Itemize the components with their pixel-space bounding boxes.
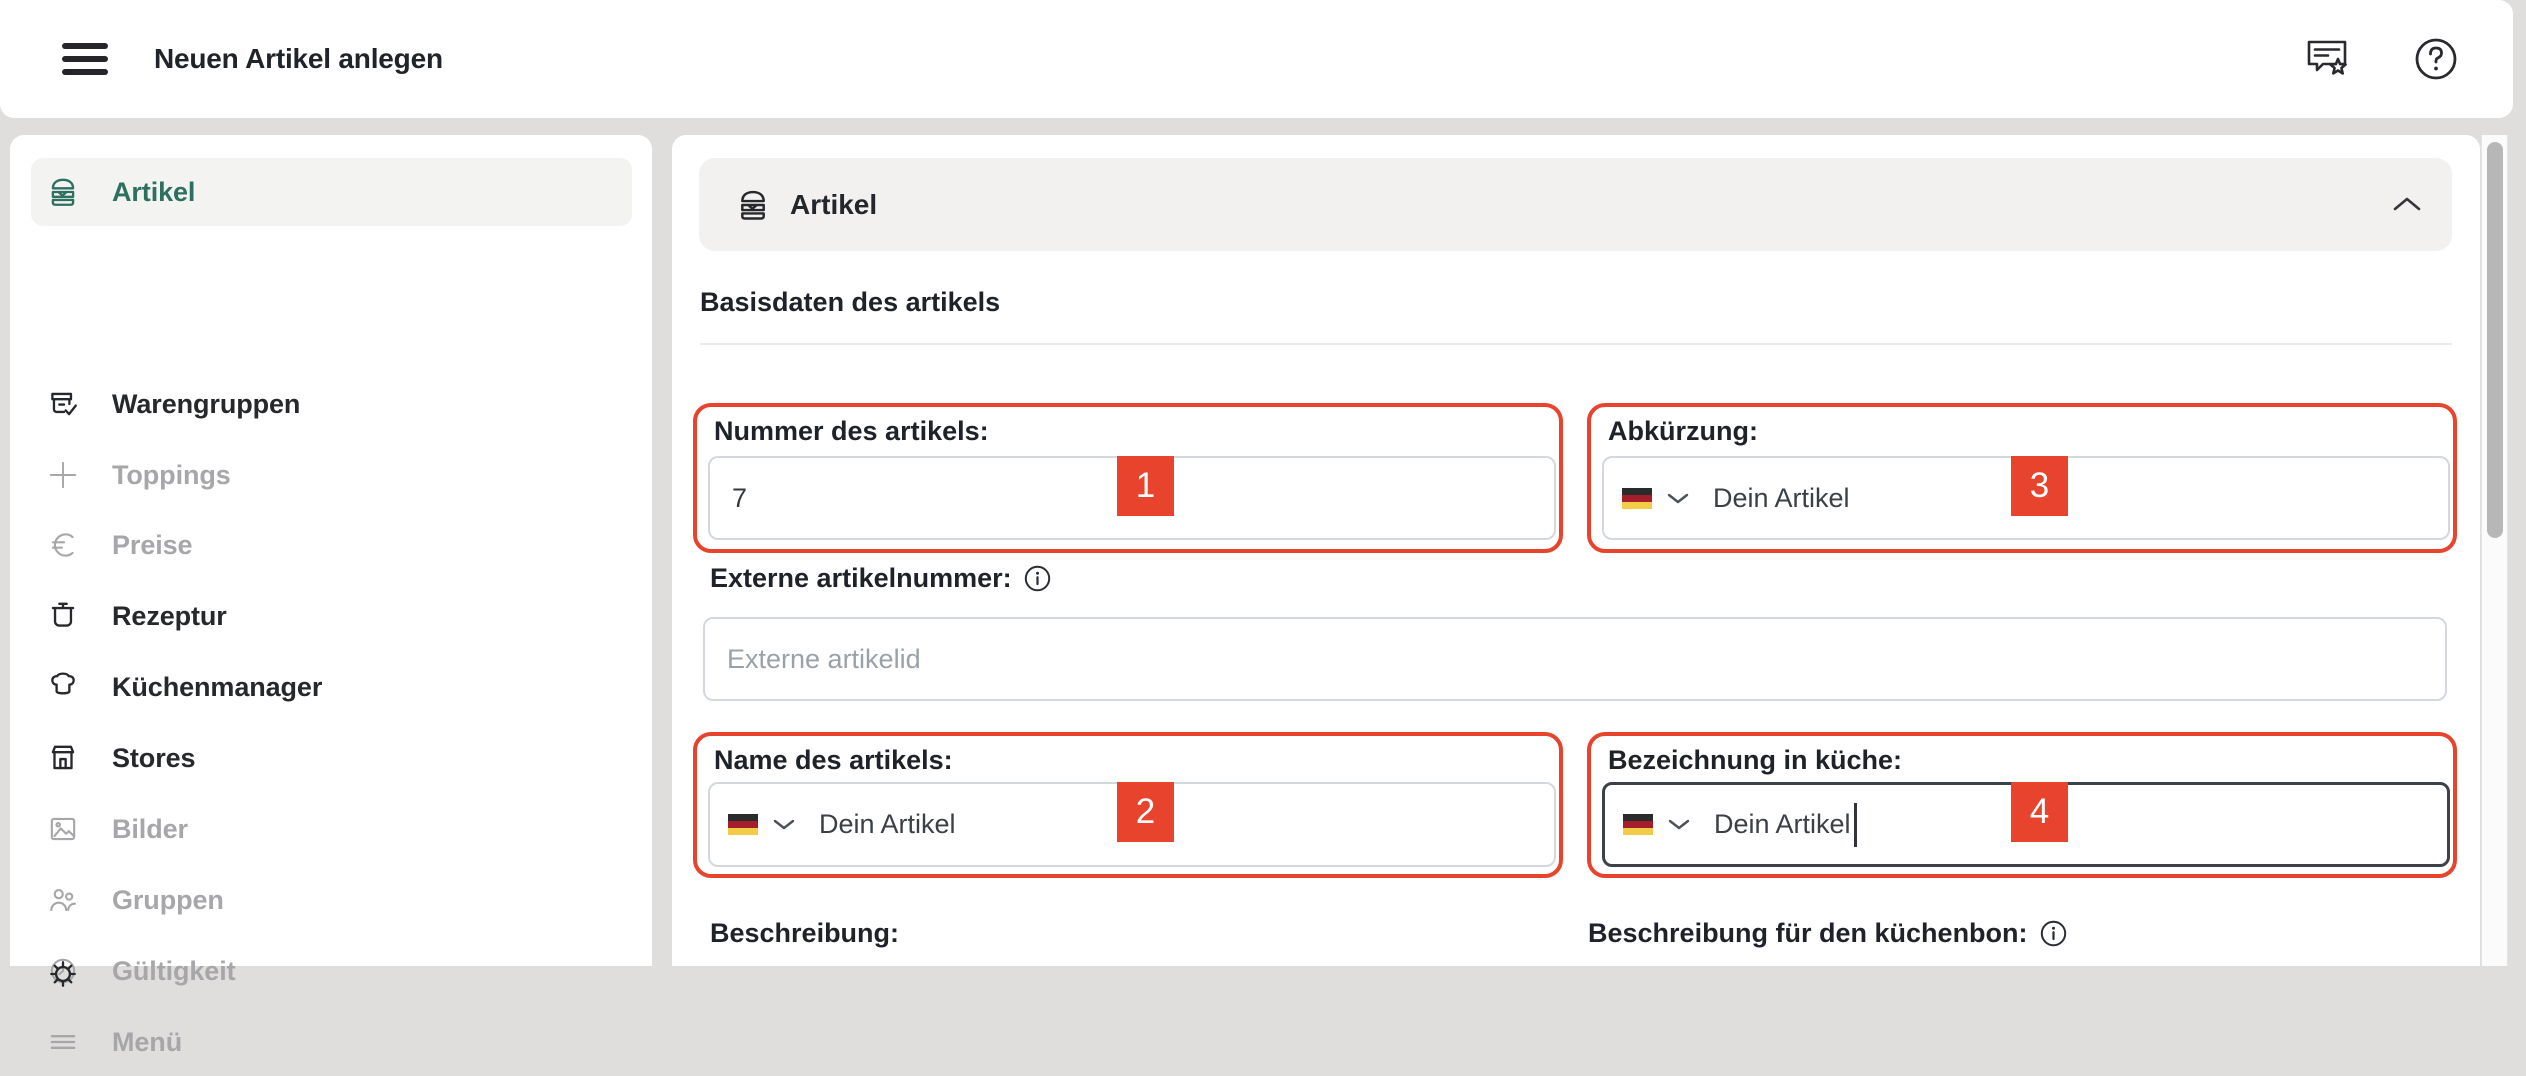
euro-icon <box>46 528 80 562</box>
annotation-badge-1: 1 <box>1117 456 1174 516</box>
sidebar-item-label: Küchenmanager <box>112 671 323 702</box>
field-label-name: Name des artikels: <box>714 745 953 775</box>
sidebar-item-label: Menü <box>112 1026 183 1057</box>
sidebar-item-label: Rezeptur <box>112 600 227 631</box>
sidebar-item-toppings[interactable] <box>31 441 632 509</box>
menu-lines-icon <box>46 1025 80 1059</box>
sidebar-item-kuechenmanager[interactable] <box>31 653 632 721</box>
chevron-down-icon[interactable] <box>773 819 795 830</box>
sidebar-item-artikel[interactable] <box>31 158 632 226</box>
topbar <box>0 0 2513 118</box>
sidebar-item-menue[interactable] <box>31 1008 632 1076</box>
section-title: Artikel <box>790 188 878 220</box>
chevron-down-icon[interactable] <box>1667 493 1689 504</box>
sidebar-item-label: Gruppen <box>112 884 224 915</box>
hamburger-menu-icon[interactable] <box>62 36 108 82</box>
burger-icon <box>46 175 80 209</box>
info-icon[interactable] <box>2040 920 2067 947</box>
field-label-beschreibung: Beschreibung: <box>710 918 900 948</box>
sidebar-item-label: Bilder <box>112 813 188 844</box>
storefront-icon <box>46 741 80 775</box>
externe-artikelnummer-input[interactable] <box>703 617 2447 701</box>
text-cursor <box>1854 803 1857 847</box>
scrollbar-thumb[interactable] <box>2487 142 2503 538</box>
cooking-pot-icon <box>46 599 80 633</box>
german-flag-icon[interactable] <box>728 814 758 835</box>
sidebar-item-preise[interactable] <box>31 511 632 579</box>
sidebar-item-label: Warengruppen <box>112 388 301 419</box>
subsection-title: Basisdaten des artikels <box>700 287 1001 317</box>
feedback-icon[interactable] <box>2302 37 2352 81</box>
image-icon <box>46 812 80 846</box>
settings-gear-icon[interactable] <box>46 957 80 991</box>
box-check-icon <box>46 387 80 421</box>
sidebar-item-bilder[interactable] <box>31 795 632 863</box>
sidebar-item-gueltigkeit[interactable] <box>31 937 632 1005</box>
sidebar-item-stores[interactable] <box>31 724 632 792</box>
sidebar-item-label: Toppings <box>112 459 231 490</box>
burger-icon <box>735 187 771 223</box>
divider <box>700 343 2452 345</box>
page-title: Neuen Artikel anlegen <box>154 43 443 74</box>
sidebar-item-gruppen[interactable] <box>31 866 632 934</box>
sidebar-item-warengruppen[interactable] <box>31 370 632 438</box>
abkuerzung-value: Dein Artikel <box>1713 482 1850 513</box>
sidebar-item-label: Gültigkeit <box>112 955 236 986</box>
annotation-badge-2: 2 <box>1117 782 1174 842</box>
field-label-abkuerzung: Abkürzung: <box>1608 416 1758 446</box>
sidebar-item-label: Stores <box>112 742 196 773</box>
chevron-up-icon[interactable] <box>2392 191 2422 217</box>
annotation-badge-4: 4 <box>2011 782 2068 842</box>
sidebar-item-label: Preise <box>112 529 193 560</box>
info-icon[interactable] <box>1024 565 1051 592</box>
field-label-bezeichnung-kueche: Bezeichnung in küche: <box>1608 745 1903 775</box>
field-label-beschreibung-kuechenbon: Beschreibung für den küchenbon: <box>1588 918 2067 949</box>
german-flag-icon[interactable] <box>1622 488 1652 509</box>
field-label-nummer: Nummer des artikels: <box>714 416 989 446</box>
name-value: Dein Artikel <box>819 809 956 839</box>
topbar-actions <box>2302 37 2458 81</box>
field-label-externe: Externe artikelnummer: <box>710 563 1051 594</box>
plus-icon <box>46 458 80 492</box>
annotation-badge-3: 3 <box>2011 456 2068 516</box>
help-icon[interactable] <box>2414 37 2458 81</box>
sidebar-item-label: Artikel <box>112 176 196 207</box>
chevron-down-icon[interactable] <box>1668 819 1690 830</box>
sidebar <box>10 135 652 1057</box>
sidebar-item-rezeptur[interactable] <box>31 582 632 650</box>
bezeichnung-kueche-value: Dein Artikel <box>1714 809 1851 839</box>
section-header-artikel[interactable] <box>699 158 2452 251</box>
main-panel <box>672 135 2480 966</box>
users-icon <box>46 883 80 917</box>
german-flag-icon[interactable] <box>1623 814 1653 835</box>
chef-hat-icon <box>46 670 80 704</box>
scrollbar-track[interactable] <box>2481 135 2508 966</box>
